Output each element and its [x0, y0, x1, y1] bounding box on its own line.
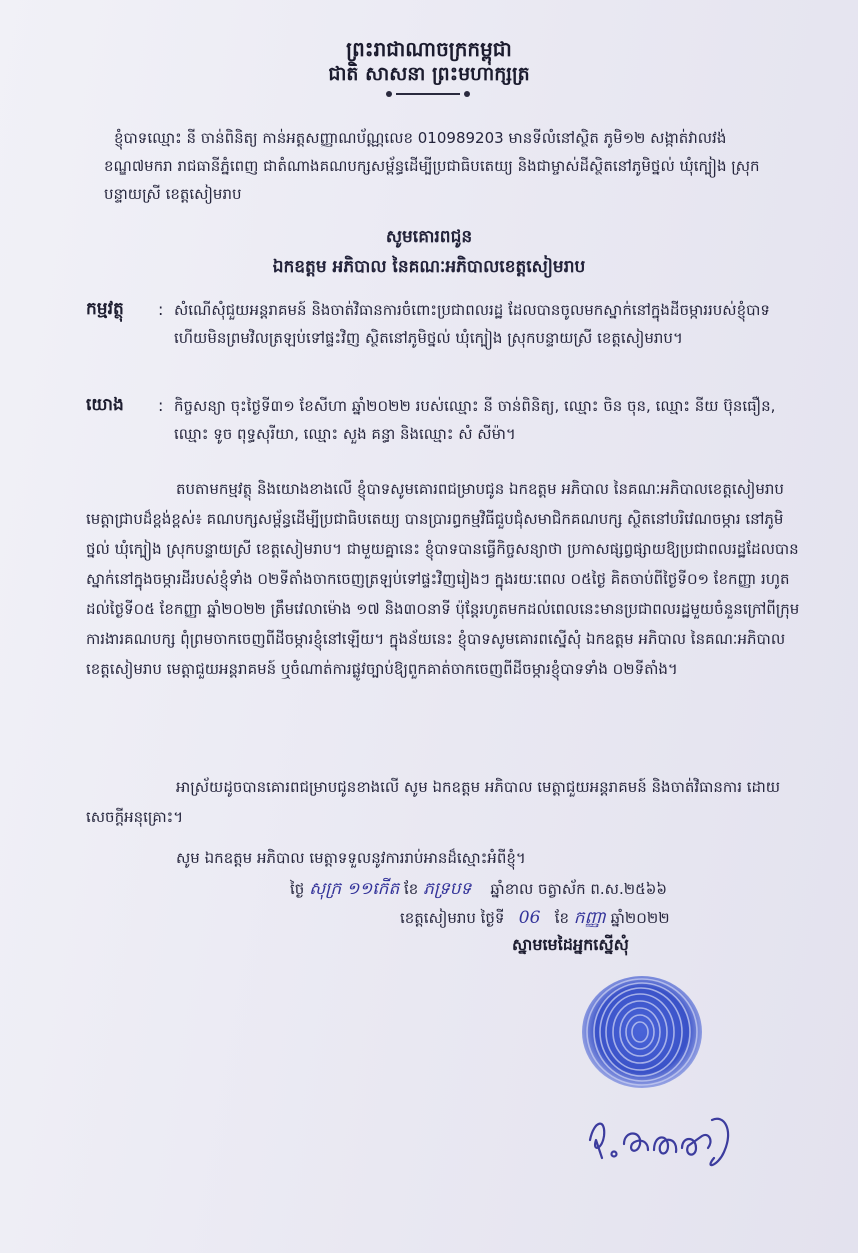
addressee-title: ឯកឧត្តម អភិបាល នៃគណៈអភិបាលខេត្តសៀមរាប	[272, 257, 586, 277]
decorative-divider-icon	[396, 93, 460, 95]
thumbprint-caption: ស្នាមមេដៃអ្នកស្នើសុំ	[512, 935, 629, 954]
lunar-month-label: ខែ	[404, 880, 419, 898]
subject-label: កម្មវត្ថុ	[86, 299, 124, 319]
subject-colon: :	[158, 300, 164, 319]
lunar-day-handwritten: សុក្រ ១១កើត	[309, 879, 400, 899]
body-paragraph-main: តបតាមកម្មវត្ថុ និងយោងខាងលើ ខ្ញុំបាទសូមគោរពជម្រាបជូន ឯកឧត្តម អភិបាល នៃគណៈអភិបាលខេត្តសៀមរាប មេត្តាជ្រាបដ៏ខ្ពង់ខ្ពស់៖ គណបក្សសម្ព័ន្ធដើម្បីប្រជាធិបតេយ្យ បានប្រារព្ធកម្មវិធីជួបជុំសមាជិកគណបក្ស ស្ថិតនៅបរិវេណចម្ការ នៅភូមិថ្នល់ ឃុំក្បៀង ស្រុកបន្ទាយស្រី ខេត្តសៀមរាប។ ជាមួយគ្នានេះ ខ្ញុំបាទបានធ្វើកិច្ចសន្យាថា ប្រកាសផ្សព្វផ្សាយឱ្យប្រជាពលរដ្ឋដែលបានស្នាក់នៅក្នុងចម្ការដីរបស់ខ្ញុំទាំង ០២ទីតាំងចាកចេញត្រឡប់ទៅផ្ទះវិញរៀងៗ ក្នុងរយៈពេល ០៥ថ្ងៃ គិតចាប់ពីថ្ងៃទី០១ ខែកញ្ញា រហូតដល់ថ្ងៃទី០៥ ខែកញ្ញា ឆ្នាំ២០២២ ត្រឹមវេលាម៉ោង ១៧ និង៣០នាទី ប៉ុន្តែរហូតមកដល់ពេលនេះមានប្រជាពលរដ្ឋមួយចំនួនក្រៅពីក្រុមការងារគណបក្ស ពុំព្រមចាកចេញពីដីចម្ការខ្ញុំនៅឡើយ។ ក្នុងន័យនេះ ខ្ញុំបាទសូមគោរពស្នើសុំ ឯកឧត្តម អភិបាល នៃគណៈអភិបាលខេត្តសៀមរាប មេត្តាជួយអន្តរាគមន៍ ឬចំណាត់ការផ្លូវច្បាប់ឱ្យពួកគាត់ចាកចេញពីដីចម្ការខ្ញុំបាទទាំង ០២ទីតាំង។	[86, 480, 800, 678]
solar-date-prefix: ខេត្តសៀមរាប ថ្ងៃទី	[400, 909, 505, 927]
lunar-date-prefix: ថ្ងៃ	[290, 880, 305, 898]
lunar-year: ឆ្នាំខាល ចត្វាស័ក ព.ស.២៥៦៦	[490, 880, 667, 898]
thumbprint-icon	[576, 972, 706, 1092]
national-motto: ជាតិ សាសនា ព្រះមហាក្សត្រ	[328, 63, 530, 85]
solar-date-line	[400, 907, 670, 932]
body-paragraph-conclusion: អាស្រ័យដូចបានគោរពជម្រាបជូនខាងលើ សូម ឯកឧត្តម អភិបាល មេត្តាជួយអន្តរាគមន៍ និងចាត់វិធានការ ដោយសេចក្តីអនុគ្រោះ។	[86, 778, 781, 826]
solar-year: ឆ្នាំ២០២២	[610, 909, 670, 927]
solar-month-label: ខែ	[554, 909, 570, 927]
solar-month-handwritten: កញ្ញា	[573, 908, 606, 928]
courtesy-closing: សូម ឯកឧត្តម អភិបាល មេត្តាទទួលនូវការរាប់អានដ៏ស្មោះអំពីខ្ញុំ។	[176, 849, 526, 867]
subject-text: សំណើសុំជួយអន្តរាគមន៍ និងចាត់វិធានការចំពោះប្រជាពលរដ្ឋ ដែលបានចូលមកស្នាក់នៅក្នុងដីចម្ការរបស់ខ្ញុំបាទ ហើយមិនព្រមវិលត្រឡប់ទៅផ្ទះវិញ ស្ថិតនៅភូមិថ្នល់ ឃុំក្បៀង ស្រុកបន្ទាយស្រី ខេត្តសៀមរាប។	[174, 301, 770, 347]
handwritten-signature-icon	[584, 1100, 744, 1180]
kingdom-title: ព្រះរាជាណាចក្រកម្ពុជា	[346, 37, 512, 61]
reference-text: កិច្ចសន្យា ចុះថ្ងៃទី៣១ ខែសីហា ឆ្នាំ២០២២ របស់ឈ្មោះ នី ចាន់ពិនិត្យ, ឈ្មោះ ចិន ចុន, ឈ្មោះ នីយ ប៊ុនធឿន, ឈ្មោះ ទូច ពុទ្ធសុរីយា, ឈ្មោះ សួង គន្ធា និងឈ្មោះ សំ សីម៉ា។	[174, 397, 776, 443]
solar-day-handwritten: 06	[518, 908, 541, 928]
lunar-month-handwritten: ភទ្របទ	[423, 879, 472, 899]
lunar-date-line	[290, 878, 667, 903]
addressee-salutation: សូមគោរពជូន	[385, 227, 473, 247]
reference-label: យោង	[86, 395, 124, 415]
reference-colon: :	[158, 396, 164, 415]
sender-introduction: ខ្ញុំបាទឈ្មោះ នី ចាន់ពិនិត្យ កាន់អត្តសញ្ញាណប័ណ្ណលេខ 010989203 មានទីលំនៅស្ថិត ភូមិ១២ សង្កាត់វាលវង់ ខណ្ឌ៧មករា រាជធានីភ្នំពេញ ជាតំណាងគណបក្សសម្ព័ន្ធដើម្បីប្រជាធិបតេយ្យ និងជាម្ចាស់ដីស្ថិតនៅភូមិថ្នល់ ឃុំក្បៀង ស្រុកបន្ទាយស្រី ខេត្តសៀមរាប	[104, 129, 760, 203]
